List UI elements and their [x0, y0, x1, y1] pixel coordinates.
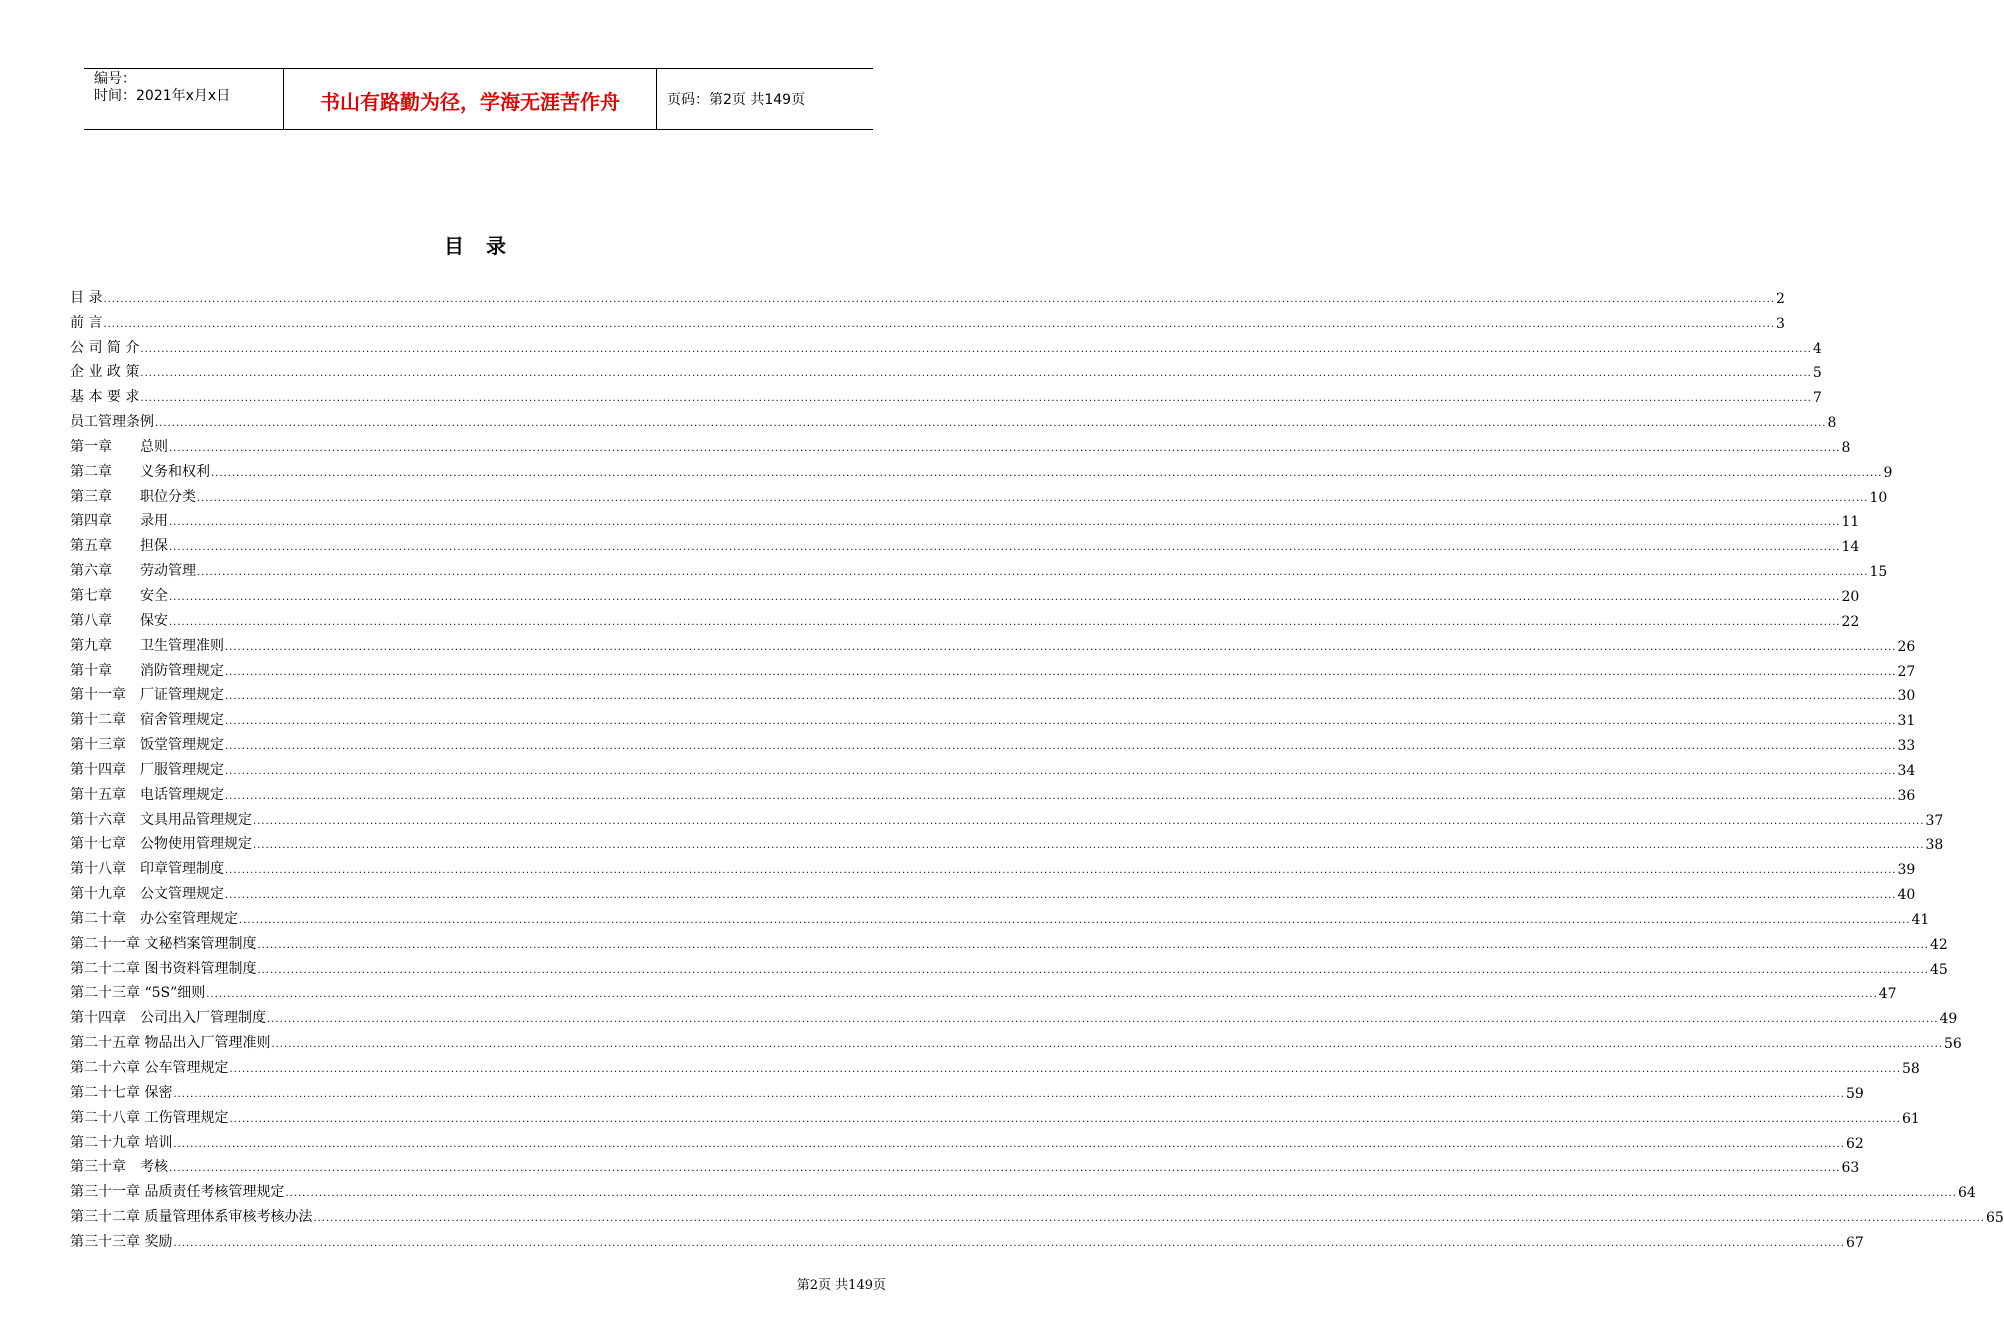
toc-entry[interactable]: [70, 580, 1860, 605]
toc-entry-page: 36: [1897, 787, 1916, 804]
toc-dot-leader: ................................................................................................................................................................................................................................................................................................................................................................................................................: [155, 418, 1827, 430]
toc-entry-label: 企 业 政 策: [70, 364, 140, 381]
toc-dot-leader: ................................................................................................................................................................................................................................................................................................................................................................................................................: [173, 1237, 1845, 1249]
page-header: [84, 68, 873, 130]
toc-dot-leader: ................................................................................................................................................................................................................................................................................................................................................................................................................: [169, 591, 1841, 603]
toc-entry-label: 第三十二章 质量管理体系审核考核办法: [70, 1209, 313, 1226]
toc-entry[interactable]: [70, 357, 1822, 382]
toc-dot-leader: ................................................................................................................................................................................................................................................................................................................................................................................................................: [225, 765, 1897, 777]
page-title: 目录: [444, 234, 528, 258]
toc-entry[interactable]: [70, 1102, 1920, 1127]
toc-entry-label: 第二十七章 保密: [70, 1084, 173, 1101]
toc-entry[interactable]: [70, 978, 1897, 1003]
toc-entry-label: 第十六章 文具用品管理规定: [70, 811, 252, 828]
toc-entry-page: 38: [1925, 837, 1944, 854]
toc-entry[interactable]: [70, 456, 1893, 481]
toc-entry[interactable]: [70, 406, 1837, 432]
toc-entry-page: 2: [1775, 290, 1785, 307]
toc-entry[interactable]: [70, 729, 1916, 755]
toc-entry-label: 第二十二章 图书资料管理制度: [70, 960, 257, 977]
toc-dot-leader: ................................................................................................................................................................................................................................................................................................................................................................................................................: [211, 467, 1883, 479]
toc-entry[interactable]: [70, 928, 1948, 953]
toc-entry[interactable]: [70, 853, 1916, 879]
toc-entry-label: 公 司 简 介: [70, 339, 140, 356]
toc-entry-label: 第八章 保安: [70, 612, 168, 629]
toc-dot-leader: ................................................................................................................................................................................................................................................................................................................................................................................................................: [140, 343, 1812, 355]
toc-entry-label: 第十章 消防管理规定: [70, 662, 224, 679]
toc-dot-leader: ................................................................................................................................................................................................................................................................................................................................................................................................................: [197, 492, 1869, 504]
toc-entry-page: 45: [1929, 961, 1948, 978]
toc-dot-leader: ................................................................................................................................................................................................................................................................................................................................................................................................................: [169, 616, 1841, 628]
toc-dot-leader: ................................................................................................................................................................................................................................................................................................................................................................................................................: [225, 865, 1897, 877]
toc-entry-page: 65: [1985, 1210, 2004, 1227]
toc-entry[interactable]: [70, 1176, 1976, 1202]
header-motto: 书山有路勤为径，学海无涯苦作舟: [284, 69, 657, 129]
toc-entry[interactable]: [70, 1027, 1962, 1053]
toc-entry[interactable]: [70, 1127, 1864, 1152]
toc-entry-label: 基 本 要 求: [70, 389, 140, 406]
toc-dot-leader: ................................................................................................................................................................................................................................................................................................................................................................................................................: [267, 1014, 1939, 1026]
toc-entry-page: 27: [1897, 663, 1916, 680]
toc-dot-leader: ................................................................................................................................................................................................................................................................................................................................................................................................................: [169, 1163, 1841, 1175]
toc-entry[interactable]: [70, 605, 1860, 630]
toc-entry-page: 64: [1957, 1185, 1976, 1202]
toc-entry-page: 14: [1841, 539, 1860, 556]
toc-entry-page: 22: [1841, 613, 1860, 630]
toc-entry[interactable]: [70, 878, 1916, 904]
toc-entry[interactable]: [70, 1226, 1864, 1251]
toc-entry[interactable]: [70, 1002, 1958, 1028]
toc-dot-leader: ................................................................................................................................................................................................................................................................................................................................................................................................................: [169, 442, 1841, 454]
toc-entry-page: 9: [1883, 464, 1893, 481]
toc-entry-label: 第三十三章 奖励: [70, 1233, 173, 1250]
toc-entry[interactable]: [70, 530, 1860, 556]
toc-entry-page: 61: [1901, 1110, 1920, 1127]
toc-entry-page: 26: [1897, 638, 1916, 655]
toc-dot-leader: ................................................................................................................................................................................................................................................................................................................................................................................................................: [229, 1113, 1901, 1125]
toc-dot-leader: ................................................................................................................................................................................................................................................................................................................................................................................................................: [313, 1213, 1985, 1225]
toc-entry-page: 11: [1841, 514, 1860, 531]
toc-entry-page: 40: [1897, 887, 1916, 904]
toc-dot-leader: ................................................................................................................................................................................................................................................................................................................................................................................................................: [225, 716, 1897, 728]
toc-entry-page: 4: [1812, 340, 1822, 357]
toc-entry-label: 第三十一章 品质责任考核管理规定: [70, 1184, 285, 1201]
toc-entry-label: 第三章 职位分类: [70, 488, 196, 505]
toc-entry-label: 第十五章 电话管理规定: [70, 786, 224, 803]
toc-entry-label: 第二十三章 “5S”细则: [70, 985, 206, 1002]
toc-dot-leader: ................................................................................................................................................................................................................................................................................................................................................................................................................: [140, 393, 1812, 405]
toc-entry-page: 8: [1827, 415, 1837, 432]
toc-dot-leader: ................................................................................................................................................................................................................................................................................................................................................................................................................: [257, 939, 1929, 951]
toc-entry-label: 第十四章 公司出入厂管理制度: [70, 1010, 266, 1027]
header-meta: [84, 69, 284, 129]
toc-entry-page: 39: [1897, 862, 1916, 879]
toc-entry[interactable]: [70, 1077, 1864, 1102]
toc-entry[interactable]: [70, 1201, 2004, 1227]
toc-entry-page: 37: [1925, 812, 1944, 829]
toc-entry-label: 第十四章 厂服管理规定: [70, 761, 224, 778]
toc-entry[interactable]: [70, 1052, 1920, 1077]
toc-dot-leader: ................................................................................................................................................................................................................................................................................................................................................................................................................: [253, 840, 1925, 852]
toc-entry-label: 第二十九章 培训: [70, 1134, 173, 1151]
toc-entry-page: 8: [1841, 439, 1851, 456]
toc-dot-leader: ................................................................................................................................................................................................................................................................................................................................................................................................................: [239, 914, 1911, 926]
toc-entry[interactable]: [70, 630, 1916, 655]
toc-entry[interactable]: [70, 381, 1822, 407]
toc-entry-label: 第十三章 饭堂管理规定: [70, 737, 224, 754]
toc-entry[interactable]: [70, 431, 1851, 456]
toc-entry-label: 第七章 安全: [70, 587, 168, 604]
toc-entry-label: 第五章 担保: [70, 538, 168, 555]
toc-dot-leader: ................................................................................................................................................................................................................................................................................................................................................................................................................: [225, 890, 1897, 902]
toc-dot-leader: ................................................................................................................................................................................................................................................................................................................................................................................................................: [225, 741, 1897, 753]
toc-dot-leader: ................................................................................................................................................................................................................................................................................................................................................................................................................: [229, 1064, 1901, 1075]
toc-entry-page: 3: [1775, 315, 1785, 332]
toc-entry-label: 第二十一章 文秘档案管理制度: [70, 935, 257, 952]
toc-entry-page: 56: [1943, 1036, 1962, 1053]
toc-entry[interactable]: [70, 779, 1916, 804]
toc-entry-label: 第二十章 办公室管理规定: [70, 910, 238, 927]
toc-entry[interactable]: [70, 804, 1944, 829]
toc-entry-label: 第九章 卫生管理准则: [70, 637, 224, 654]
toc-dot-leader: ................................................................................................................................................................................................................................................................................................................................................................................................................: [206, 989, 1878, 1001]
toc-entry[interactable]: [70, 953, 1948, 978]
toc-entry-page: 59: [1845, 1085, 1864, 1102]
document-number-label: 编号：: [94, 71, 136, 87]
toc-entry-label: 第二十五章 物品出入厂管理准则: [70, 1035, 271, 1052]
toc-entry[interactable]: [70, 282, 1785, 307]
toc-entry-label: 目 录: [70, 289, 103, 306]
page-footer: 第2页 共149页: [796, 1278, 886, 1293]
toc-dot-leader: ................................................................................................................................................................................................................................................................................................................................................................................................................: [225, 641, 1897, 653]
toc-entry-page: 41: [1911, 911, 1930, 928]
toc-entry-page: 42: [1929, 936, 1948, 953]
toc-entry[interactable]: [70, 829, 1944, 854]
toc-dot-leader: ................................................................................................................................................................................................................................................................................................................................................................................................................: [253, 815, 1925, 827]
toc-entry-page: 31: [1897, 713, 1916, 730]
toc-dot-leader: ................................................................................................................................................................................................................................................................................................................................................................................................................: [285, 1188, 1957, 1200]
toc-entry-label: 第十二章 宿舍管理规定: [70, 712, 224, 729]
toc-entry[interactable]: [70, 680, 1916, 705]
toc-dot-leader: ................................................................................................................................................................................................................................................................................................................................................................................................................: [103, 293, 1775, 305]
toc-entry[interactable]: [70, 555, 1888, 581]
toc-dot-leader: ................................................................................................................................................................................................................................................................................................................................................................................................................: [225, 691, 1897, 703]
toc-entry-page: 30: [1897, 688, 1916, 705]
toc-entry-page: 58: [1901, 1061, 1920, 1077]
toc-dot-leader: ................................................................................................................................................................................................................................................................................................................................................................................................................: [257, 964, 1929, 976]
document-date: 时间：2021年x月x日: [94, 88, 231, 104]
toc-entry[interactable]: [70, 655, 1916, 680]
toc-dot-leader: ................................................................................................................................................................................................................................................................................................................................................................................................................: [103, 318, 1775, 330]
toc-entry[interactable]: [70, 704, 1916, 730]
toc-entry-page: 7: [1812, 390, 1822, 407]
toc-entry-page: 33: [1897, 738, 1916, 755]
toc-entry-page: 62: [1845, 1135, 1864, 1152]
toc-entry-label: 第四章 录用: [70, 513, 168, 530]
toc-entry-label: 员工管理条例: [70, 414, 154, 431]
toc-entry-label: 第二章 义务和权利: [70, 463, 210, 480]
toc-entry-page: 63: [1841, 1160, 1860, 1177]
toc-entry-page: 47: [1878, 986, 1897, 1003]
toc-dot-leader: ................................................................................................................................................................................................................................................................................................................................................................................................................: [225, 790, 1897, 802]
toc-entry-label: 第六章 劳动管理: [70, 563, 196, 580]
toc-entry-label: 第二十六章 公车管理规定: [70, 1060, 229, 1076]
toc-entry-label: 第十七章 公物使用管理规定: [70, 836, 252, 853]
toc-entry-page: 67: [1845, 1234, 1864, 1251]
toc-entry-label: 第一章 总则: [70, 438, 168, 455]
toc-entry-label: 第十八章 印章管理制度: [70, 861, 224, 878]
toc-entry[interactable]: [70, 506, 1860, 531]
toc-entry-label: 第三十章 考核: [70, 1159, 168, 1176]
toc-dot-leader: ................................................................................................................................................................................................................................................................................................................................................................................................................: [225, 666, 1897, 678]
toc-dot-leader: ................................................................................................................................................................................................................................................................................................................................................................................................................: [197, 567, 1869, 579]
toc-entry-label: 前 言: [70, 314, 103, 331]
toc-entry-page: 10: [1869, 489, 1888, 506]
toc-dot-leader: ................................................................................................................................................................................................................................................................................................................................................................................................................: [169, 517, 1841, 529]
toc-entry-page: 49: [1939, 1011, 1958, 1028]
toc-entry[interactable]: [70, 1152, 1860, 1177]
toc-entry[interactable]: [70, 332, 1822, 357]
toc-dot-leader: ................................................................................................................................................................................................................................................................................................................................................................................................................: [271, 1039, 1943, 1051]
toc-entry-page: 5: [1812, 365, 1822, 382]
toc-entry-page: 20: [1841, 588, 1860, 605]
toc-entry-label: 第十九章 公文管理规定: [70, 886, 224, 903]
toc-entry[interactable]: [70, 481, 1888, 506]
toc-dot-leader: ................................................................................................................................................................................................................................................................................................................................................................................................................: [173, 1138, 1845, 1150]
toc-entry-label: 第二十八章 工伤管理规定: [70, 1109, 229, 1126]
toc-dot-leader: ................................................................................................................................................................................................................................................................................................................................................................................................................: [173, 1088, 1845, 1100]
toc-entry[interactable]: [70, 754, 1916, 779]
toc-entry-page: 15: [1869, 564, 1888, 581]
toc-entry[interactable]: [70, 903, 1930, 928]
toc-entry-page: 34: [1897, 762, 1916, 779]
toc-entry-label: 第十一章 厂证管理规定: [70, 687, 224, 704]
header-page-info: 页码：第2页 共149页: [667, 92, 806, 108]
table-of-contents: [70, 282, 2004, 1251]
toc-dot-leader: ................................................................................................................................................................................................................................................................................................................................................................................................................: [140, 368, 1812, 380]
toc-dot-leader: ................................................................................................................................................................................................................................................................................................................................................................................................................: [169, 542, 1841, 554]
toc-entry[interactable]: [70, 307, 1785, 332]
